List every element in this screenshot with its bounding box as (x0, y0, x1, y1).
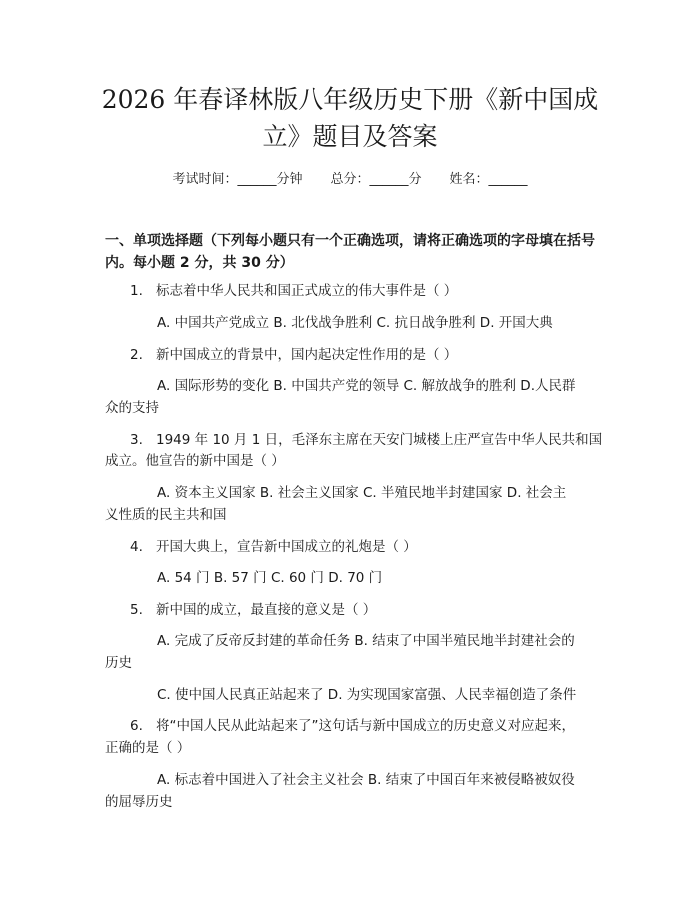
question-6-options-cont: 的屈辱历史 (105, 794, 173, 810)
question-6 (130, 717, 575, 735)
document-title-line1: 2026 年春译林版八年级历史下册《新中国成 (101, 85, 599, 114)
question-3-options-cont: 义性质的民主共和国 (105, 507, 227, 523)
question-4-options: A. 54 门 B. 57 门 C. 60 门 D. 70 门 (157, 570, 383, 586)
exam-time-field: 考试时间：______分钟 (172, 172, 303, 187)
question-number: 5. (130, 602, 143, 618)
question-number: 3. (130, 432, 143, 448)
question-5-options-ab: A. 完成了反帝反封建的革命任务 B. 结束了中国半殖民地半封建社会的 (157, 633, 575, 649)
question-number: 6. (130, 718, 143, 734)
question-2-options: A. 国际形势的变化 B. 中国共产党的领导 C. 解放战争的胜利 D.人民群 (157, 378, 576, 394)
question-6-options: A. 标志着中国进入了社会主义社会 B. 结束了中国百年来被侵略被奴役 (157, 772, 575, 788)
exam-info-row (0, 168, 700, 187)
question-2-options-cont: 众的支持 (105, 400, 159, 416)
question-1 (130, 282, 457, 300)
question-number: 2. (130, 347, 143, 363)
question-stem: 开国大典上，宣告新中国成立的礼炮是（ ） (156, 539, 417, 555)
question-3 (130, 431, 602, 449)
question-stem: 1949 年 10 月 1 日，毛泽东主席在天安门城楼上庄严宣告中华人民共和国 (156, 432, 603, 448)
question-number: 4. (130, 539, 143, 555)
question-stem: 新中国成立的背景中，国内起决定性作用的是（ ） (156, 347, 458, 363)
name-field: 姓名：______ (449, 172, 528, 187)
question-3-options: A. 资本主义国家 B. 社会主义国家 C. 半殖民地半封建国家 D. 社会主 (157, 485, 567, 501)
section-heading-line2: 内。每小题 2 分，共 30 分） (105, 255, 294, 271)
question-2 (130, 346, 457, 364)
document-title-line2: 立》题目及答案 (262, 122, 438, 151)
question-5 (130, 601, 376, 619)
total-score-field: 总分：______分 (330, 172, 422, 187)
question-5-options-ab-cont: 历史 (105, 655, 132, 671)
question-3-stem-cont: 成立。他宣告的新中国是（ ） (105, 453, 285, 469)
section-heading-line1: 一、单项选择题（下列每小题只有一个正确选项，请将正确选项的字母填在括号 (105, 233, 595, 249)
question-number: 1. (130, 283, 143, 299)
question-stem: 标志着中华人民共和国正式成立的伟大事件是（ ） (156, 283, 458, 299)
question-6-stem-cont: 正确的是（ ） (105, 740, 191, 756)
question-4 (130, 538, 417, 556)
question-stem: 将“中国人民从此站起来了”这句话与新中国成立的历史意义对应起来， (156, 718, 575, 734)
question-1-options: A. 中国共产党成立 B. 北伐战争胜利 C. 抗日战争胜利 D. 开国大典 (157, 315, 553, 331)
question-stem: 新中国的成立，最直接的意义是（ ） (156, 602, 377, 618)
question-5-options-cd: C. 使中国人民真正站起来了 D. 为实现国家富强、人民幸福创造了条件 (157, 687, 577, 703)
